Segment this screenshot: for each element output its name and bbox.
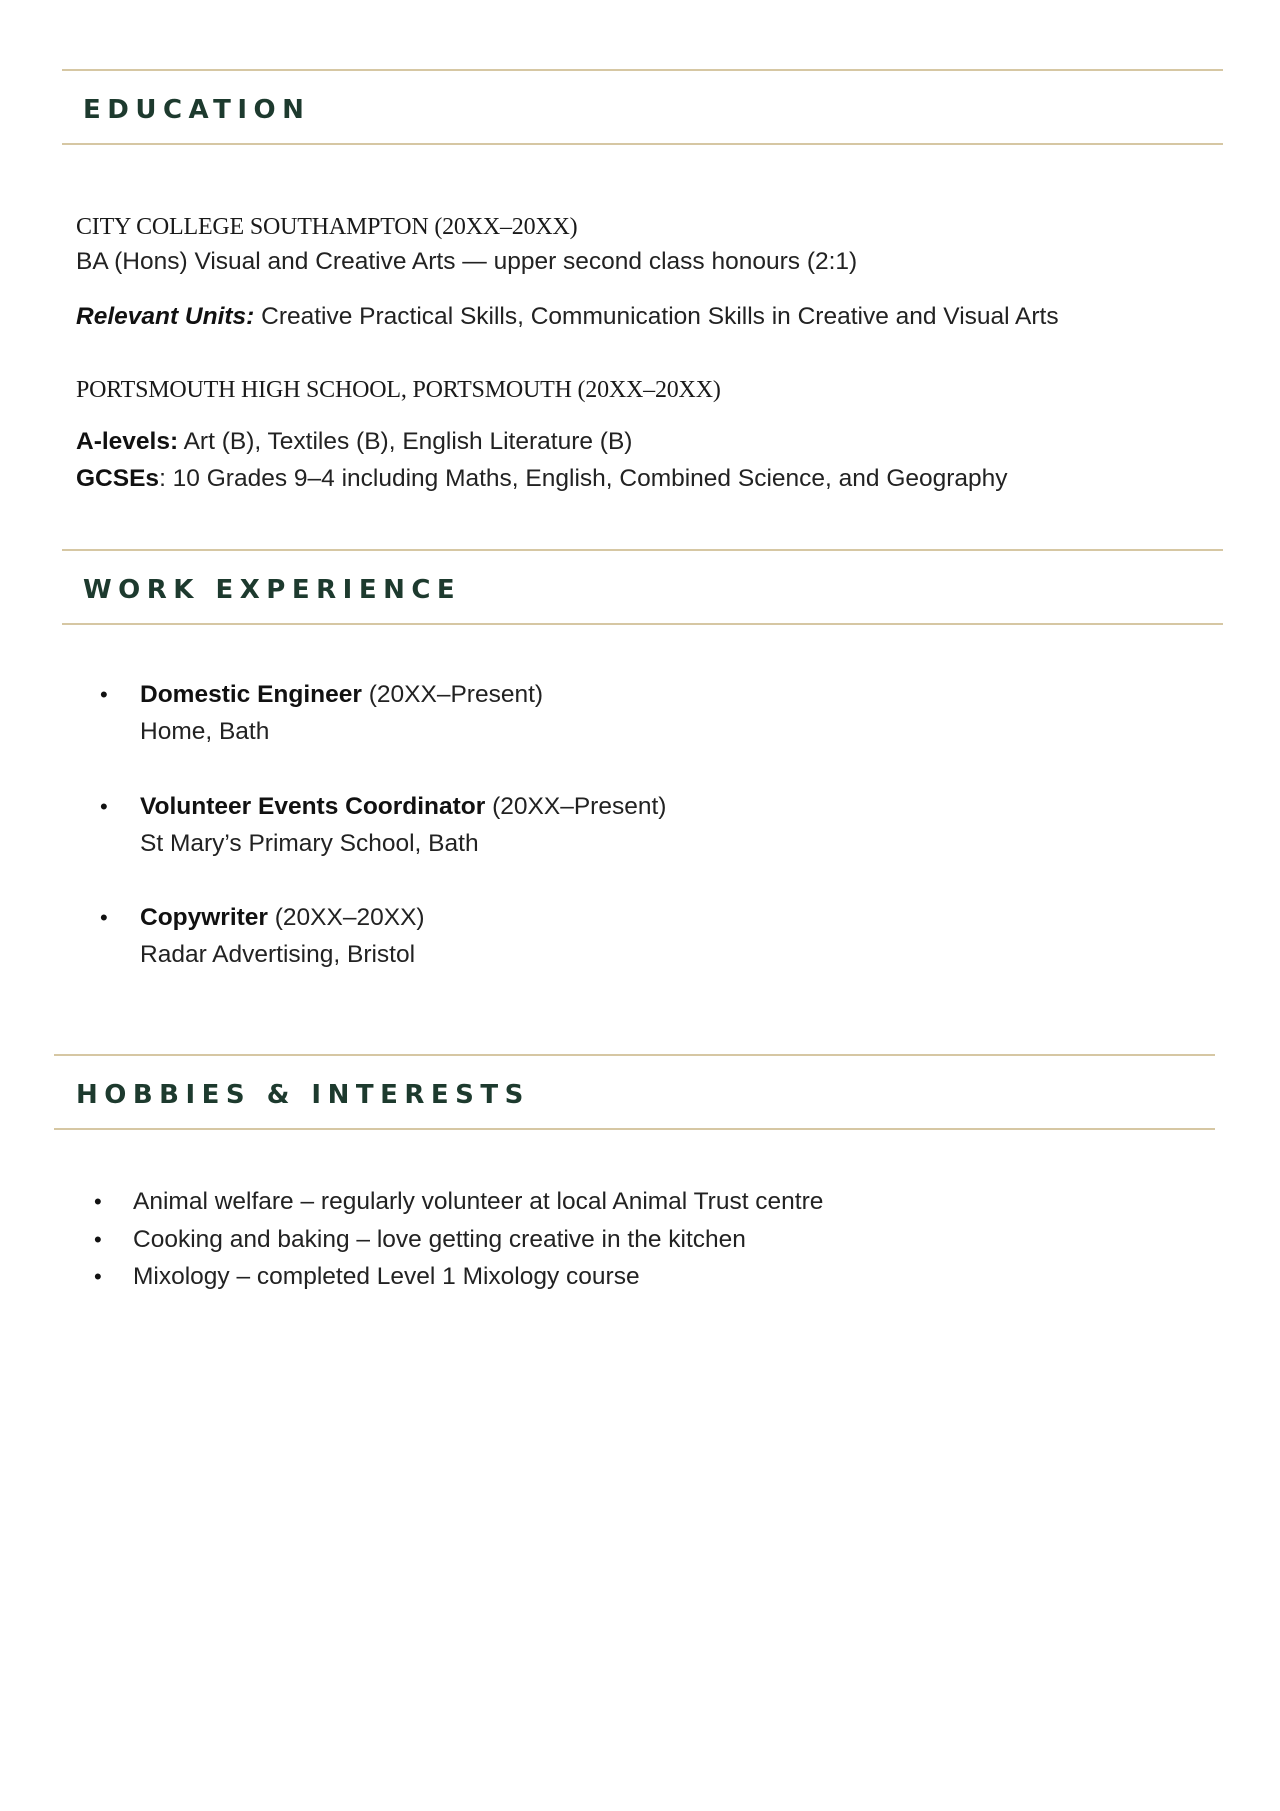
bullet-icon: • bbox=[94, 1227, 102, 1252]
gcses-value: : 10 Grades 9–4 including Maths, English, Combined Science, and Geography bbox=[159, 465, 1008, 492]
divider bbox=[62, 143, 1223, 145]
divider bbox=[54, 1054, 1215, 1056]
gcses bbox=[76, 467, 1008, 492]
gcses-label: GCSEs bbox=[76, 465, 160, 492]
job-place: St Mary’s Primary School, Bath bbox=[140, 830, 479, 857]
job-dates: (20XX–Present) bbox=[361, 681, 544, 708]
section-title-education: EDUCATION bbox=[83, 95, 311, 125]
section-title-work-experience: WORK EXPERIENCE bbox=[83, 575, 462, 605]
institution-heading: PORTSMOUTH HIGH SCHOOL, PORTSMOUTH (20XX–20XX) bbox=[76, 377, 721, 403]
a-levels bbox=[76, 430, 632, 455]
a-levels-label: A-levels: bbox=[76, 428, 179, 455]
divider bbox=[62, 549, 1223, 551]
job-role: Volunteer Events Coordinator bbox=[140, 793, 486, 820]
job-dates: (20XX–20XX) bbox=[267, 904, 425, 931]
relevant-units-label: Relevant Units: bbox=[76, 303, 255, 330]
bullet-icon: • bbox=[100, 682, 108, 707]
bullet-icon: • bbox=[94, 1189, 102, 1214]
a-levels-value: Art (B), Textiles (B), English Literature (B) bbox=[178, 428, 633, 455]
degree-text: BA (Hons) Visual and Creative Arts — upper second class honours (2:1) bbox=[76, 248, 858, 275]
bullet-icon: • bbox=[100, 794, 108, 819]
job-title-line bbox=[140, 683, 543, 708]
divider bbox=[54, 1128, 1215, 1130]
hobby-text: Animal welfare – regularly volunteer at local Animal Trust centre bbox=[133, 1188, 824, 1215]
section-title-hobbies: HOBBIES & INTERESTS bbox=[76, 1080, 530, 1110]
divider bbox=[62, 69, 1223, 71]
job-dates: (20XX–Present) bbox=[485, 793, 667, 820]
bullet-icon: • bbox=[100, 905, 108, 930]
hobby-text: Cooking and baking – love getting creative in the kitchen bbox=[133, 1226, 746, 1253]
job-role: Copywriter bbox=[140, 904, 268, 931]
job-role: Domestic Engineer bbox=[140, 681, 362, 708]
job-title-line bbox=[140, 906, 425, 931]
job-place: Home, Bath bbox=[140, 718, 270, 745]
relevant-units-value: Creative Practical Skills, Communication Skills in Creative and Visual Arts bbox=[254, 303, 1059, 330]
divider bbox=[62, 623, 1223, 625]
institution-heading: CITY COLLEGE SOUTHAMPTON (20XX–20XX) bbox=[76, 214, 578, 240]
job-place: Radar Advertising, Bristol bbox=[140, 941, 416, 968]
job-title-line bbox=[140, 795, 666, 820]
relevant-units bbox=[76, 305, 1059, 330]
bullet-icon: • bbox=[94, 1264, 102, 1289]
hobby-text: Mixology – completed Level 1 Mixology course bbox=[133, 1263, 640, 1290]
